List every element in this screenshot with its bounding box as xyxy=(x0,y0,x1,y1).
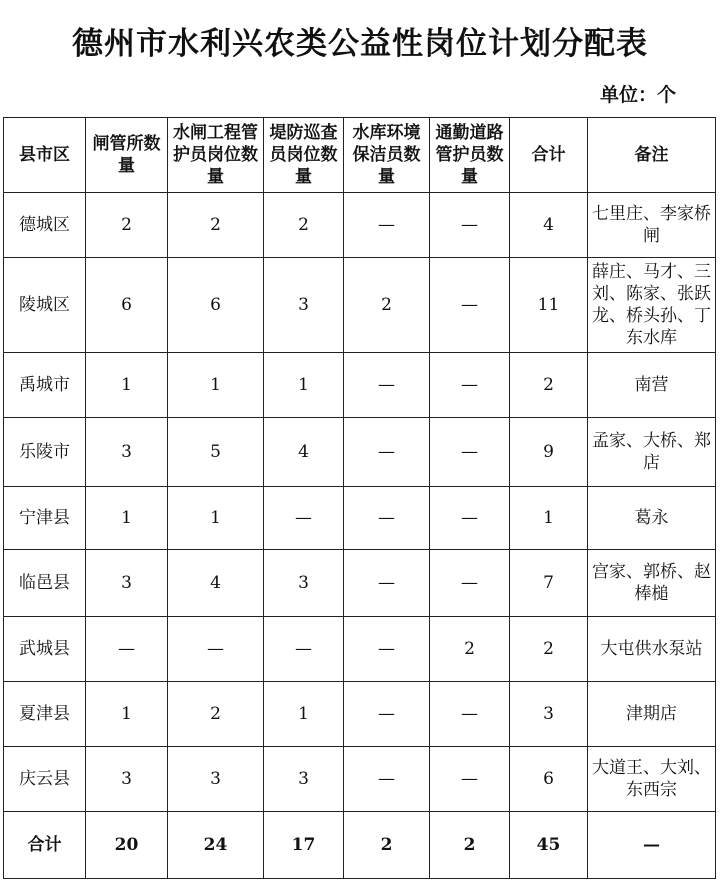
gate-cell: 3 xyxy=(86,747,168,812)
gate-cell: 1 xyxy=(86,353,168,418)
dike-cell: 1 xyxy=(264,682,344,747)
total-cell: 11 xyxy=(510,258,588,353)
table-row xyxy=(4,617,716,682)
total-cell: 7 xyxy=(510,550,588,617)
table-row xyxy=(4,193,716,258)
header-total: 合计 xyxy=(510,118,588,193)
remarks-cell: 大屯供水泵站 xyxy=(588,617,716,682)
reservoir-cell: — xyxy=(344,617,430,682)
header-county: 县市区 xyxy=(4,118,86,193)
remarks-cell: 南营 xyxy=(588,353,716,418)
sluice-cell: 5 xyxy=(168,418,264,487)
totals-remarks: — xyxy=(588,812,716,879)
county-cell: 庆云县 xyxy=(4,747,86,812)
total-cell: 3 xyxy=(510,682,588,747)
allocation-table xyxy=(3,117,716,879)
gate-cell: 3 xyxy=(86,550,168,617)
remarks-cell: 薛庄、马才、三刘、陈家、张跃龙、桥头孙、丁东水库 xyxy=(588,258,716,353)
header-road-posts: 通勤道路管护员数量 xyxy=(430,118,510,193)
gate-cell: 6 xyxy=(86,258,168,353)
total-cell: 2 xyxy=(510,617,588,682)
gate-cell: 1 xyxy=(86,682,168,747)
sluice-cell: 3 xyxy=(168,747,264,812)
dike-cell: 4 xyxy=(264,418,344,487)
road-cell: — xyxy=(430,353,510,418)
road-cell: — xyxy=(430,487,510,550)
totals-row xyxy=(4,812,716,879)
header-sluice-posts: 水闸工程管护员岗位数量 xyxy=(168,118,264,193)
dike-cell: 3 xyxy=(264,258,344,353)
dike-cell: 3 xyxy=(264,550,344,617)
dike-cell: 3 xyxy=(264,747,344,812)
sluice-cell: — xyxy=(168,617,264,682)
county-cell: 禹城市 xyxy=(4,353,86,418)
reservoir-cell: — xyxy=(344,747,430,812)
county-cell: 宁津县 xyxy=(4,487,86,550)
reservoir-cell: — xyxy=(344,353,430,418)
total-cell: 1 xyxy=(510,487,588,550)
header-gate-stations: 闸管所数量 xyxy=(86,118,168,193)
remarks-cell: 宫家、郭桥、赵棒槌 xyxy=(588,550,716,617)
gate-cell: — xyxy=(86,617,168,682)
dike-cell: — xyxy=(264,487,344,550)
county-cell: 陵城区 xyxy=(4,258,86,353)
total-cell: 4 xyxy=(510,193,588,258)
county-cell: 夏津县 xyxy=(4,682,86,747)
sluice-cell: 6 xyxy=(168,258,264,353)
table-row xyxy=(4,418,716,487)
sluice-cell: 4 xyxy=(168,550,264,617)
total-cell: 2 xyxy=(510,353,588,418)
table-row xyxy=(4,487,716,550)
total-cell: 9 xyxy=(510,418,588,487)
page-title: 德州市水利兴农类公益性岗位计划分配表 xyxy=(72,26,648,62)
table-row xyxy=(4,550,716,617)
totals-road: 2 xyxy=(430,812,510,879)
dike-cell: — xyxy=(264,617,344,682)
totals-label: 合计 xyxy=(4,812,86,879)
county-cell: 临邑县 xyxy=(4,550,86,617)
road-cell: — xyxy=(430,550,510,617)
unit-label: 单位：个 xyxy=(599,84,676,106)
remarks-cell: 七里庄、李家桥闸 xyxy=(588,193,716,258)
sluice-cell: 2 xyxy=(168,682,264,747)
table-row xyxy=(4,258,716,353)
gate-cell: 2 xyxy=(86,193,168,258)
table-row xyxy=(4,682,716,747)
reservoir-cell: — xyxy=(344,682,430,747)
totals-gate: 20 xyxy=(86,812,168,879)
county-cell: 武城县 xyxy=(4,617,86,682)
totals-dike: 17 xyxy=(264,812,344,879)
remarks-cell: 津期店 xyxy=(588,682,716,747)
totals-reservoir: 2 xyxy=(344,812,430,879)
county-cell: 乐陵市 xyxy=(4,418,86,487)
remarks-cell: 大道王、大刘、东西宗 xyxy=(588,747,716,812)
road-cell: — xyxy=(430,747,510,812)
header-reservoir-posts: 水库环境保洁员数量 xyxy=(344,118,430,193)
remarks-cell: 孟家、大桥、郑店 xyxy=(588,418,716,487)
reservoir-cell: — xyxy=(344,193,430,258)
reservoir-cell: — xyxy=(344,487,430,550)
table-row xyxy=(4,353,716,418)
table-row xyxy=(4,747,716,812)
totals-total: 45 xyxy=(510,812,588,879)
road-cell: — xyxy=(430,418,510,487)
road-cell: — xyxy=(430,682,510,747)
reservoir-cell: — xyxy=(344,418,430,487)
gate-cell: 1 xyxy=(86,487,168,550)
road-cell: — xyxy=(430,193,510,258)
header-dike-posts: 堤防巡查员岗位数量 xyxy=(264,118,344,193)
remarks-cell: 葛永 xyxy=(588,487,716,550)
reservoir-cell: — xyxy=(344,550,430,617)
dike-cell: 2 xyxy=(264,193,344,258)
sluice-cell: 1 xyxy=(168,353,264,418)
table-header-row xyxy=(4,118,716,193)
gate-cell: 3 xyxy=(86,418,168,487)
total-cell: 6 xyxy=(510,747,588,812)
header-remarks: 备注 xyxy=(588,118,716,193)
reservoir-cell: 2 xyxy=(344,258,430,353)
sluice-cell: 1 xyxy=(168,487,264,550)
road-cell: — xyxy=(430,258,510,353)
road-cell: 2 xyxy=(430,617,510,682)
county-cell: 德城区 xyxy=(4,193,86,258)
totals-sluice: 24 xyxy=(168,812,264,879)
sluice-cell: 2 xyxy=(168,193,264,258)
dike-cell: 1 xyxy=(264,353,344,418)
